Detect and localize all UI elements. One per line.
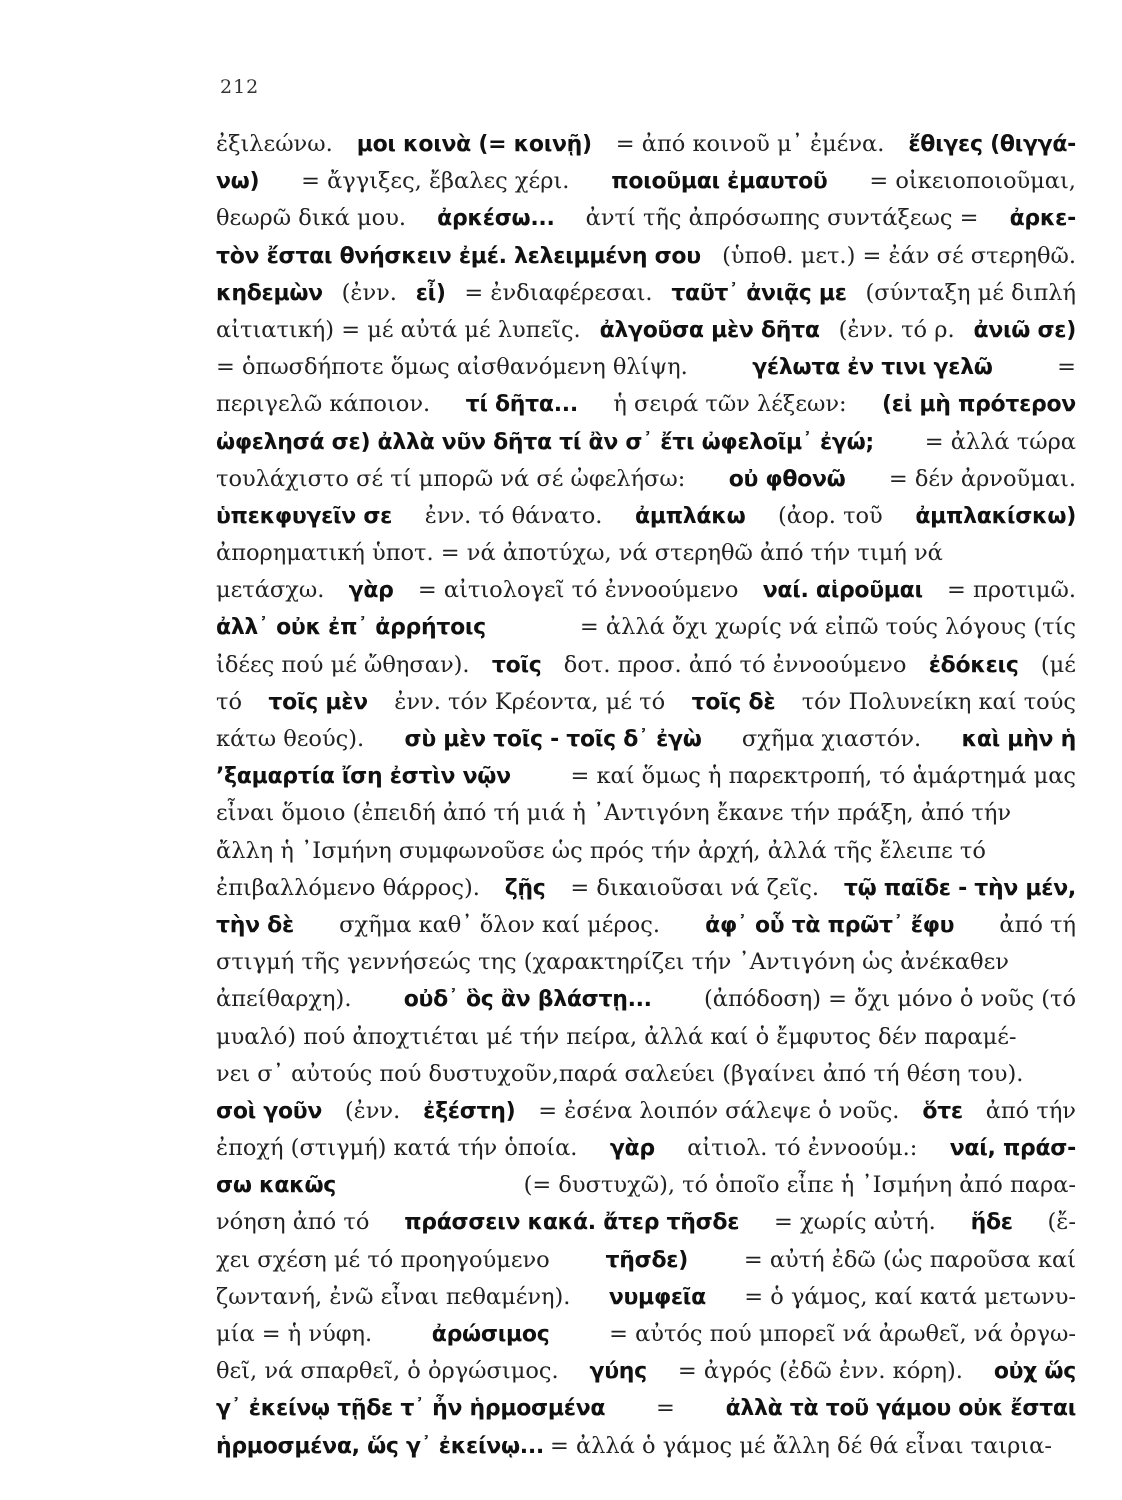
lemma-term: ναί. αἱροῦμαι xyxy=(762,578,923,604)
gloss-text: τόν Πολυνείκη καί τούς xyxy=(801,688,1076,715)
lemma-term: ἀφ᾿ οὗ τὰ πρῶτ᾿ ἔφυ xyxy=(705,912,955,938)
gloss-text: εἶναι ὅμοιο (ἐπειδή ἀπό τή μιά ἡ ᾿Αντιγόνη ἔκανε τήν πράξη, ἀπό τήν xyxy=(216,800,1012,827)
text-line xyxy=(216,535,1076,572)
text-line xyxy=(216,870,1076,907)
gloss-text: = ἀγρός (ἐδῶ ἐνν. κόρη). xyxy=(677,1358,963,1385)
gloss-text: = προτιμῶ. xyxy=(947,577,1076,604)
text-line xyxy=(216,1242,1076,1279)
gloss-text: μετάσχω. xyxy=(216,577,325,604)
lemma-term: ἔθιγες (θιγγά- xyxy=(908,132,1076,157)
gloss-text: = xyxy=(1057,354,1076,381)
gloss-text: ἀπείθαρχη). xyxy=(216,986,352,1013)
text-line xyxy=(216,609,1076,646)
gloss-text: = χωρίς αὐτή. xyxy=(774,1209,936,1236)
text-line xyxy=(216,1353,1076,1390)
lemma-term: ναί, πράσ- xyxy=(949,1136,1076,1162)
text-line xyxy=(216,647,1076,684)
text-line xyxy=(216,1093,1076,1130)
gloss-text: θεῖ, νά σπαρθεῖ, ὁ ὀργώσιμος. xyxy=(216,1358,559,1385)
lemma-term: τὸν ἔσται θνήσκειν ἐμέ. λελειμμένη σου xyxy=(216,243,701,269)
text-line xyxy=(216,1316,1076,1353)
lemma-term: εἶ) xyxy=(415,280,446,306)
gloss-text: αἰτιολ. τό ἐννοούμ.: xyxy=(687,1135,918,1162)
lemma-term: ἥδε xyxy=(970,1210,1013,1236)
gloss-text: = αὐτός πού μπορεῖ νά ἀρωθεῖ, νά ὀργω- xyxy=(609,1321,1076,1347)
gloss-text: ἀντί τῆς ἀπρόσωπης συντάξεως = xyxy=(585,205,979,232)
gloss-text: αἰτιατική) = μέ αὐτά μέ λυπεῖς. xyxy=(216,316,581,343)
lemma-term: ἡρμοσμένα, ὥς γ᾿ ἐκείνῳ... xyxy=(216,1433,544,1459)
lemma-term: ἀρώσιμος xyxy=(431,1322,550,1347)
gloss-text: (σύνταξη μέ διπλή xyxy=(865,279,1076,306)
lemma-term: ἐδόκεις xyxy=(928,652,1019,678)
lemma-term: τῷ παῖδε - τὴν μέν, xyxy=(843,875,1076,901)
lemma-term: τοῖς μὲν xyxy=(268,689,368,715)
lemma-term: ἀμπλάκω xyxy=(635,503,746,529)
gloss-text: ἀπό τή xyxy=(999,911,1076,938)
lemma-term: σὺ μὲν τοῖς - τοῖς δ᾿ ἐγὼ xyxy=(404,727,702,752)
lemma-term: ἀρκέσω... xyxy=(437,206,555,232)
text-line xyxy=(216,1428,1076,1465)
gloss-text: ἰδέες πού μέ ὤθησαν). xyxy=(216,651,470,678)
text-line xyxy=(216,1390,1076,1427)
gloss-text: (ἔ- xyxy=(1047,1209,1076,1236)
gloss-text: = ἐνδιαφέρεσαι. xyxy=(464,279,653,306)
gloss-text: ἀπορηματική ὑποτ. = νά ἀποτύχω, νά στερηθῶ ἀπό τήν τιμή νά xyxy=(216,540,943,567)
lemma-term: γέλωτα ἐν τινι γελῶ xyxy=(752,355,993,381)
lemma-term: σοὶ γοῦν xyxy=(216,1098,323,1124)
gloss-text: τό xyxy=(216,688,242,715)
lemma-term: ἀνιῶ σε) xyxy=(973,317,1076,343)
text-line xyxy=(216,684,1076,721)
gloss-text: = ἄγγιξες, ἔβαλες χέρι. xyxy=(301,168,570,195)
gloss-text: = δικαιοῦσαι νά ζεῖς. xyxy=(570,874,820,901)
lemma-term: ὠφελησά σε) ἀλλὰ νῦν δῆτα τί ἂν σ᾿ ἔτι ὠφελοῖμ᾿ ἐγώ; xyxy=(216,429,874,455)
gloss-text: (ἀπόδοση) = ὄχι μόνο ὁ νοῦς (τό xyxy=(704,986,1076,1013)
gloss-text: = ἀπό κοινοῦ μ᾿ ἐμένα. xyxy=(615,131,885,157)
text-line xyxy=(216,461,1076,498)
gloss-text: δοτ. προσ. ἀπό τό ἐννοούμενο xyxy=(563,651,907,678)
lemma-term: καὶ μὴν ἡ xyxy=(961,727,1076,752)
gloss-text: (ἐνν. τό ρ. xyxy=(838,316,955,343)
gloss-text: ἐπιβαλλόμενο θάρρος). xyxy=(216,874,480,901)
text-line xyxy=(216,312,1076,349)
text-line xyxy=(216,1279,1076,1316)
lemma-term: ἀλλὰ τὰ τοῦ γάμου οὐκ ἔσται xyxy=(725,1396,1076,1422)
text-line xyxy=(216,498,1076,535)
gloss-text: (ἐνν. xyxy=(341,279,397,306)
gloss-text: στιγμή τῆς γεννήσεώς της (χαρακτηρίζει τήν ᾿Αντιγόνη ὡς ἀνέκαθεν xyxy=(216,949,1009,976)
lemma-term: ὑπεκφυγεῖν σε xyxy=(216,503,393,529)
text-line xyxy=(216,1056,1076,1093)
lemma-term: ὅτε xyxy=(922,1098,963,1124)
text-line xyxy=(216,944,1076,981)
gloss-text: = ἀλλά τώρα xyxy=(924,428,1076,455)
gloss-text: = αἰτιολογεῖ τό ἐννοούμενο xyxy=(417,577,739,604)
gloss-text: σχῆμα χιαστόν. xyxy=(741,726,922,752)
lemma-term: ταῦτ᾿ ἀνιᾷς με xyxy=(671,280,847,306)
gloss-text: ζωντανή, ἐνῶ εἶναι πεθαμένη). xyxy=(216,1283,571,1310)
lemma-term: ἀρκε- xyxy=(1009,206,1076,232)
text-line xyxy=(216,1204,1076,1241)
lemma-term: γὰρ xyxy=(609,1136,655,1162)
gloss-text: τουλάχιστο σέ τί μπορῶ νά σέ ὠφελήσω: xyxy=(216,465,686,492)
lemma-term: ἀμπλακίσκω) xyxy=(915,503,1076,529)
gloss-text: ἀπό τήν xyxy=(985,1097,1076,1124)
gloss-text: ἄλλη ἡ ᾿Ισμήνη συμφωνοῦσε ὡς πρός τήν ἀρχή, ἀλλά τῆς ἔλειπε τό xyxy=(216,837,986,864)
lemma-term: οὐχ ὥς xyxy=(993,1359,1076,1385)
gloss-text: ἡ σειρά τῶν λέξεων: xyxy=(613,391,847,418)
lemma-term: ἐξέστη) xyxy=(423,1098,516,1124)
text-line xyxy=(216,200,1076,237)
text-line xyxy=(216,349,1076,386)
lemma-term: τῆσδε) xyxy=(605,1247,688,1273)
gloss-text: (= δυστυχῶ), τό ὁποῖο εἶπε ἡ ᾿Ισμήνη ἀπό παρα- xyxy=(523,1172,1076,1199)
lemma-term: ἀλλ᾿ οὐκ ἐπ᾿ ἀρρήτοις xyxy=(216,615,486,641)
gloss-text: (ἐνν. xyxy=(344,1097,401,1124)
text-line xyxy=(216,1130,1076,1167)
gloss-text: = ὁ γάμος, καί κατά μετωνυ- xyxy=(744,1283,1076,1310)
gloss-text: μυαλό) πού ἀποχτιέται μέ τήν πείρα, ἀλλά καί ὁ ἔμφυτος δέν παραμέ- xyxy=(216,1023,1017,1050)
lemma-term: τί δῆτα... xyxy=(465,392,578,418)
gloss-text: = ἐσένα λοιπόν σάλεψε ὁ νοῦς. xyxy=(538,1097,900,1124)
text-line xyxy=(216,572,1076,609)
text-line xyxy=(216,907,1076,944)
page-number: 212 xyxy=(220,76,260,98)
gloss-text: ἐνν. τόν Κρέοντα, μέ τό xyxy=(394,688,666,715)
lemma-term: ἀλγοῦσα μὲν δῆτα xyxy=(599,317,820,343)
gloss-text: σχῆμα καθ᾿ ὅλον καί μέρος. xyxy=(339,911,660,938)
text-line xyxy=(216,126,1076,163)
lemma-term: γύης xyxy=(589,1359,647,1385)
text-line xyxy=(216,833,1076,870)
text-line xyxy=(216,275,1076,312)
text-line xyxy=(216,163,1076,200)
text-line xyxy=(216,424,1076,461)
text-line xyxy=(216,795,1076,832)
gloss-text: ἐποχή (στιγμή) κατά τήν ὁποία. xyxy=(216,1135,578,1162)
lemma-term: ζῇς xyxy=(504,875,546,901)
lemma-term: κηδεμὼν xyxy=(216,280,323,306)
gloss-text: = xyxy=(655,1395,675,1422)
commentary-text xyxy=(216,126,1076,1465)
gloss-text: κάτω θεούς). xyxy=(216,726,365,752)
text-line xyxy=(216,981,1076,1018)
text-line xyxy=(216,386,1076,423)
lemma-term: (εἰ μὴ πρότερον xyxy=(882,392,1076,418)
lemma-term: οὐ φθονῶ xyxy=(728,466,846,492)
lemma-term: πράσσειν κακά. ἄτερ τῆσδε xyxy=(404,1210,740,1236)
text-line xyxy=(216,721,1076,758)
gloss-text: = αὐτή ἐδῶ (ὡς παροῦσα καί xyxy=(743,1246,1076,1273)
gloss-text: χει σχέση μέ τό προηγούμενο xyxy=(216,1246,550,1273)
gloss-text: μία = ἡ νύφη. xyxy=(216,1321,373,1347)
gloss-text: νει σ᾿ αὐτούς πού δυστυχοῦν,παρά σαλεύει (βγαίνει ἀπό τή θέση του). xyxy=(216,1060,1024,1087)
gloss-text: = ἀλλά ὄχι χωρίς νά εἰπῶ τούς λόγους (τίς xyxy=(579,614,1076,641)
lemma-term: τὴν δὲ xyxy=(216,912,294,938)
lemma-term: γὰρ xyxy=(348,578,394,604)
gloss-text: ἐνν. τό θάνατο. xyxy=(424,502,603,529)
gloss-text: = οἰκειοποιοῦμαι, xyxy=(869,168,1076,195)
gloss-text: (μέ xyxy=(1040,651,1076,678)
lemma-term: νω) xyxy=(216,169,260,195)
lemma-term: ʼξαμαρτία ἴση ἐστὶν νῷν xyxy=(216,764,511,790)
text-line xyxy=(216,1019,1076,1056)
gloss-text: (ὑποθ. μετ.) = ἐάν σέ στερηθῶ. xyxy=(722,242,1076,269)
gloss-text: θεωρῶ δικά μου. xyxy=(216,205,407,232)
text-line xyxy=(216,238,1076,275)
gloss-text: ἐξιλεώνω. xyxy=(216,131,333,157)
gloss-text: = καί ὅμως ἡ παρεκτροπή, τό ἁμάρτημά μας xyxy=(570,763,1076,790)
text-line xyxy=(216,1167,1076,1204)
lemma-term: γ᾿ ἐκείνῳ τῇδε τ᾿ ἦν ἡρμοσμένα xyxy=(216,1396,606,1422)
lemma-term: τοῖς xyxy=(491,652,542,678)
lemma-term: σω κακῶς xyxy=(216,1173,337,1199)
gloss-text: = ὁπωσδήποτε ὅμως αἰσθανόμενη θλίψη. xyxy=(216,354,688,381)
gloss-text: νόηση ἀπό τό xyxy=(216,1209,370,1236)
gloss-text: περιγελῶ κάποιον. xyxy=(216,391,431,418)
text-line xyxy=(216,758,1076,795)
gloss-text: = ἀλλά ὁ γάμος μέ ἄλλη δέ θά εἶναι ταιρια- xyxy=(549,1432,1052,1459)
lemma-term: μοι κοινὰ (= κοινῇ) xyxy=(356,132,592,157)
lemma-term: ποιοῦμαι ἐμαυτοῦ xyxy=(611,169,828,195)
lemma-term: τοῖς δὲ xyxy=(691,689,776,715)
gloss-text: = δέν ἀρνοῦμαι. xyxy=(888,465,1076,492)
gloss-text: (ἀορ. τοῦ xyxy=(778,502,883,529)
lemma-term: νυμφεῖα xyxy=(608,1284,706,1310)
lemma-term: οὐδ᾿ ὃς ἂν βλάστῃ... xyxy=(403,987,652,1013)
